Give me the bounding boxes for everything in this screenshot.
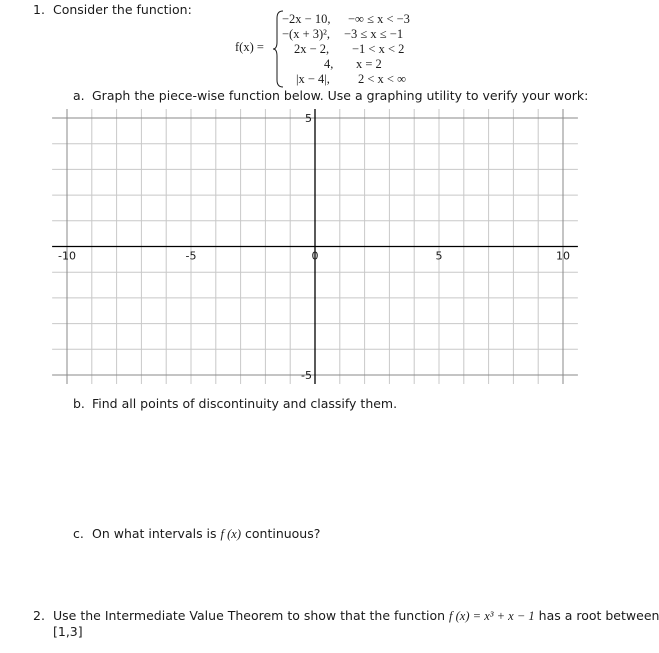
- part-a-letter: a.: [73, 88, 85, 103]
- x-tick-label: 0: [311, 249, 319, 263]
- q1-prompt: Consider the function:: [53, 2, 192, 17]
- y-tick-label: 5: [305, 112, 312, 125]
- x-tick-label: -10: [58, 249, 76, 263]
- case-1-cond: −∞ ≤ x < −3: [348, 12, 410, 26]
- part-c-letter: c.: [73, 526, 84, 541]
- q2-text-pre: Use the Intermediate Value Theorem to show that the function: [53, 608, 446, 623]
- part-a-text: Graph the piece-wise function below. Use a graphing utility to verify your work:: [92, 88, 589, 103]
- q2-fx: f (x) = x³ + x − 1: [449, 609, 535, 623]
- q2-interval: [1,3]: [53, 624, 83, 639]
- part-c-text-pre: On what intervals is: [92, 526, 217, 541]
- case-3-expr: 2x − 2,: [294, 42, 330, 56]
- case-5-cond: 2 < x < ∞: [358, 72, 407, 86]
- fx-label: f(x) =: [235, 40, 264, 54]
- q2-number: 2.: [33, 608, 45, 623]
- x-tick-label: 5: [435, 249, 443, 263]
- case-4-cond: x = 2: [356, 57, 382, 71]
- q2-line-1: [53, 608, 659, 624]
- part-b-text: Find all points of discontinuity and classify them.: [92, 396, 398, 411]
- case-3-cond: −1 < x < 2: [352, 42, 405, 56]
- y-tick-label: -5: [301, 369, 312, 382]
- q2-text-post: has a root between: [538, 608, 659, 623]
- case-1-expr: −2x − 10,: [282, 12, 331, 26]
- case-2-expr: −(x + 3)²,: [282, 27, 331, 41]
- part-c-fx: f (x): [220, 527, 242, 541]
- part-c-line: [92, 526, 320, 542]
- case-4-expr: 4,: [324, 57, 334, 71]
- x-tick-label: 10: [556, 249, 570, 263]
- x-tick-label: -5: [185, 249, 197, 263]
- part-c-text-post: continuous?: [245, 526, 321, 541]
- part-b-letter: b.: [73, 396, 85, 411]
- case-5-expr: |x − 4|,: [296, 72, 330, 86]
- q1-number: 1.: [33, 2, 45, 17]
- case-2-cond: −3 ≤ x ≤ −1: [344, 27, 404, 41]
